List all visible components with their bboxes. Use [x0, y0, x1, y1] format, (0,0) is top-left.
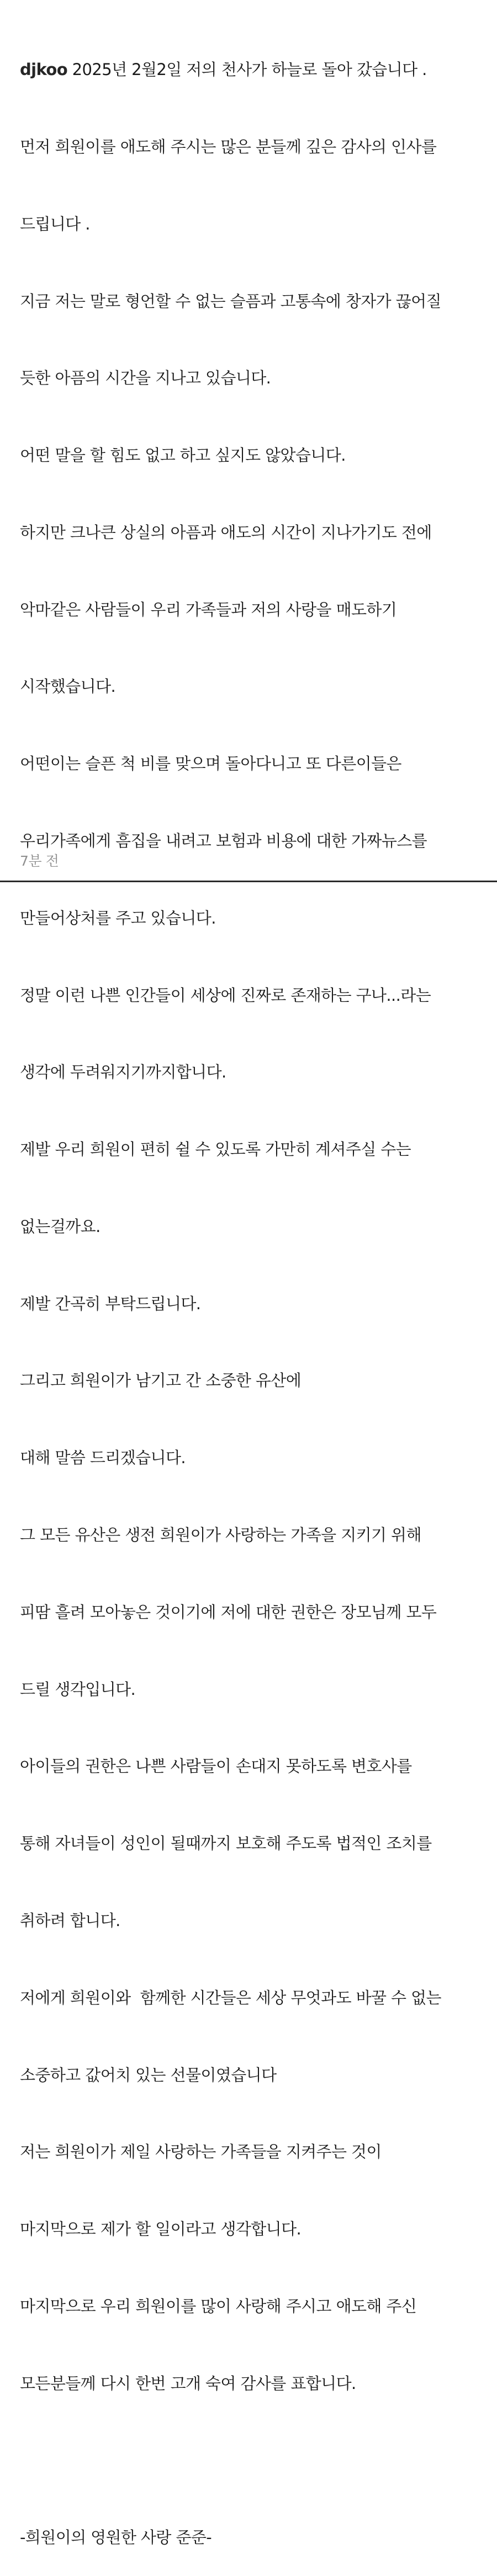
caption-line-31: 모든분들께 다시 한번 고개 숙여 감사를 표합니다. [20, 2374, 356, 2393]
caption-line-24: 통해 자녀들이 성인이 될때까지 보호해 주도록 법적인 조치를 [20, 1834, 432, 1853]
caption-line-5: 듯한 아픔의 시간을 지나고 있습니다. [20, 369, 271, 388]
caption-line-22: 드릴 생각입니다. [20, 1679, 136, 1699]
caption-blank-line [20, 2447, 489, 2473]
caption-line-30: 마지막으로 우리 희원이를 많이 사랑해 주시고 애도해 주신 [20, 2296, 417, 2316]
caption-line-3: 드립니다 . [20, 214, 90, 233]
caption-line-7: 하지만 크나큰 상실의 아픔과 애도의 시간이 지나가기도 전에 [20, 522, 432, 542]
caption-line-4: 지금 저는 말로 형언할 수 없는 슬픔과 고통속에 창자가 끊어질 [20, 291, 441, 311]
caption-line-16: 없는걸까요. [20, 1217, 101, 1236]
caption-line-19: 대해 말씀 드리겠습니다. [20, 1448, 186, 1468]
caption-line-6: 어떤 말을 할 힘도 없고 하고 싶지도 않았습니다. [20, 446, 346, 465]
username[interactable]: djkoo [20, 60, 68, 79]
caption-line-20: 그 모든 유산은 생전 희원이가 사랑하는 가족을 지키기 위해 [20, 1526, 421, 1545]
caption-line-10: 어떤이는 슬픈 척 비를 맞으며 돌아다니고 또 다른이들은 [20, 754, 401, 774]
caption-line-15: 제발 우리 희원이 편히 쉴 수 있도록 가만히 계셔주실 수는 [20, 1140, 411, 1159]
caption-line-25: 취하려 합니다. [20, 1911, 120, 1930]
caption-line-21: 피땀 흘려 모아놓은 것이기에 저에 대한 권한은 장모님께 모두 [20, 1602, 437, 1622]
caption-line-1 [20, 57, 489, 83]
caption-line-18: 그리고 희원이가 남기고 간 소중한 유산에 [20, 1371, 302, 1390]
post-caption [20, 6, 489, 2576]
caption-line-2: 먼저 희원이를 애도해 주시는 많은 분들께 깊은 감사의 인사를 [20, 137, 437, 156]
caption-line-23: 아이들의 권한은 나쁜 사람들이 손대지 못하도록 변호사를 [20, 1757, 412, 1776]
caption-first-line-text: 2025년 2월2일 저의 천사가 하늘로 돌아 갔습니다 . [67, 60, 427, 79]
bottom-divider [0, 881, 497, 882]
post-timestamp: 7분 전 [20, 853, 59, 869]
caption-line-14: 생각에 두려워지기까지합니다. [20, 1063, 226, 1082]
caption-line-26: 저에게 희원이와 함께한 시간들은 세상 무엇과도 바꿀 수 없는 [20, 1988, 441, 2007]
caption-line-28: 저는 희원이가 제일 사랑하는 가족들을 지켜주는 것이 [20, 2142, 382, 2162]
caption-signature: -희원이의 영원한 사랑 준준- [20, 2528, 212, 2547]
caption-line-12: 만들어상처를 주고 있습니다. [20, 908, 216, 927]
caption-line-13: 정말 이런 나쁜 인간들이 세상에 진짜로 존재하는 구나...라는 [20, 985, 431, 1005]
caption-line-9: 시작했습니다. [20, 677, 116, 696]
caption-line-29: 마지막으로 제가 할 일이라고 생각합니다. [20, 2220, 302, 2239]
caption-line-8: 악마같은 사람들이 우리 가족들과 저의 사랑을 매도하기 [20, 600, 397, 619]
caption-line-27: 소중하고 값어치 있는 선물이였습니다 [20, 2065, 277, 2084]
caption-line-17: 제발 간곡히 부탁드립니다. [20, 1294, 201, 1313]
caption-line-11: 우리가족에게 흠집을 내려고 보험과 비용에 대한 가짜뉴스를 [20, 831, 427, 850]
